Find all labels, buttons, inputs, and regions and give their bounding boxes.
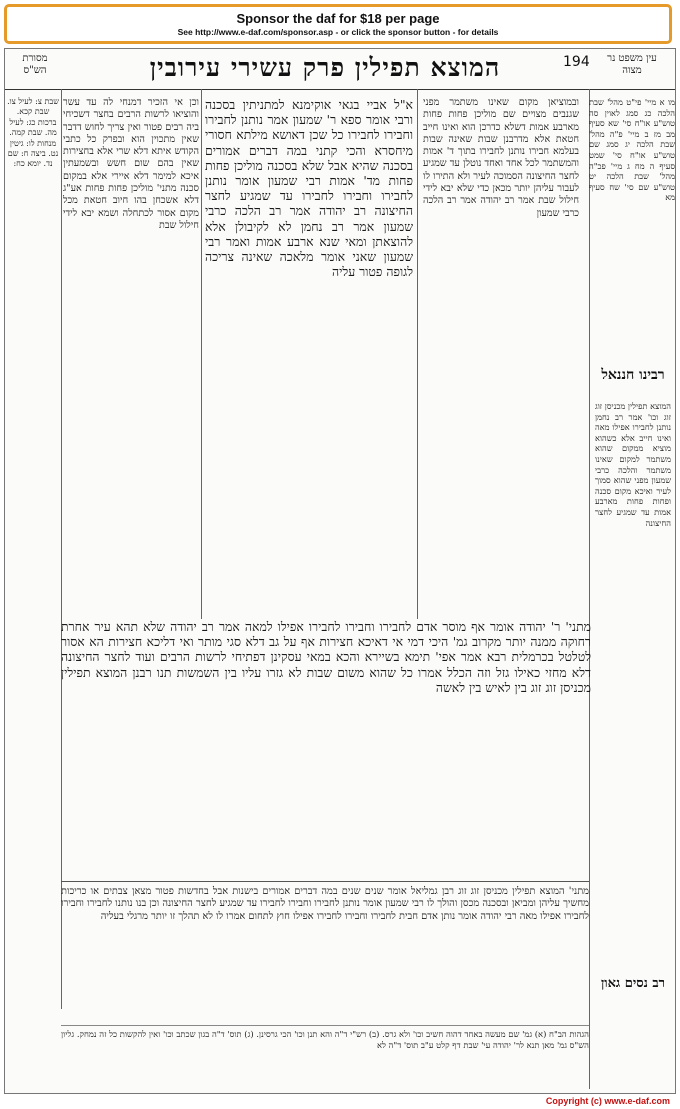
rav-nissim-title: רב נסים גאון — [600, 976, 666, 991]
page-title: המוצא תפילין פרק עשירי עירובין — [149, 53, 501, 82]
page-header — [5, 49, 675, 90]
copyright-link[interactable]: Copyright (c) www.e-daf.com — [545, 1096, 670, 1106]
ein-mishpat-label: עין משפט נר מצוה — [607, 53, 657, 76]
divider — [417, 89, 418, 619]
ein-mishpat-notes: מו א מיי' פי"ט מהל' שבת הלכה כג סמג לאוין סה טוש"ע או"ח סי' שא סעיף מב מז ב מיי' פ"ה מהל' שבת הלכה יג סמג שם טוש"ע או"ח סי' שמט סעיף ה מח ג מיי' פכ"ה מהל' שבת הלכה יט טוש"ע שם סי' שח סעיף מא — [589, 97, 675, 203]
rabbenu-chananel-box — [595, 369, 671, 382]
hagahot-footer: הגהות הב"ח (א) גמ' שם מעשה באחד דהוה חשיב וכו' ולא גרס. (ב) רש"י ד"ה והא תנן וכו' הכי גרסינן. (ג) תוס' ד"ה בגון שכתב וכו' ואין להקשות כל זה נמחק. גליון הש"ס גמ' מאן תנא לר' יהודה עי' שבת דף קלט ע"ב תוס' ד"ה לא — [61, 1025, 589, 1089]
masoret-hashas-notes: שבת צ: לעיל צו. שבת קכא. ברכות כג: לעיל מה. שבת קמה. מנחות לו: גיטין נט. ביצה ח: שם נד. יומא כח: — [7, 97, 59, 169]
gemara-text-upper: א"ל אביי בגאי אוקימנא למתניתין בסכנה ורבי אומר ספא ר' שמעון אמר נותנן לחבירו וחבירו לחבירו כל שכן דאושא מילתא חסורי מיחסרא והכי קתני במה דברים אמורים בסכנה שהיא אבל שלא בסכנה מוליכן פחות פחות מד' אמות רבי שמעון אומר נותנן לחבירו וחבירו לחבירו עד שמגיע לחצר החיצונה רב יהודה אמר רב הלכה כרבי שמעון אמר רב נחמן לא לקיבולן אלא להוצאתן ומאי שנא ארבע אמות ואמר רבי שמעון שאני אומר מלאכה שאינה צריכה לגופה פטור עליה — [205, 97, 413, 280]
divider — [61, 89, 62, 1009]
rabbenu-chananel-title: רבינו חננאל — [601, 367, 665, 383]
sponsor-banner[interactable] — [4, 4, 672, 44]
page-number: 194 — [563, 54, 590, 70]
gemara-text-lower: מתני' ר' יהודה אומר אף מוסר אדם לחבירו וחבירו לחבירו אפילו למאה אמר רב יהודה שלא תהא עיר אחרת רחוקה ממנה יותר מקרוב גמ' היכי דמי אי דאיכא חצירות אף על גב דלא סגי מותר ואי דליכא חצירות הא אסור לטלטל בכרמלית רבא אמר אפי' תימא בשיירא והכא במאי עסקינן דפתיחי לרשות הרבים ועוד לחצר החיצונה דלא מחזי כאילו גזל וזה הכלל אמרו כל שהוא משום שבות לא גזרו עליו בין השמשות תנו רבנן המוצא תפילין מכניסן זוג זוג בין לאיש בין לאשה — [61, 619, 591, 695]
rav-nissim-box — [595, 977, 671, 990]
divider — [201, 89, 202, 619]
talmud-page — [4, 48, 676, 1094]
masoret-hashas-label: מסורת הש"ס — [22, 53, 48, 76]
tosafot-commentary: וכן אי הזכיר דמנחי לה עד עשר והוציאו לרשות הרבים בחצר דשכיחי ביה רבים פטור ואין צריך לחוש דדבר שאין מתכוין הוא ובפרק כל כתבי הקודש איתא דלא שרי אלא בחצירות שאין בהם שום חשש ובשמעתין איכא למימר דלא איירי אלא במקום סכנה מתני' מוליכן פחות פחות אע"ג דלא אשכחן בהו חיוב חטאת מכל מקום אסור לכתחלה ושמא יבא לידי חילול שבת — [63, 97, 199, 231]
sponsor-subtitle: See http://www.e-daf.com/sponsor.asp - or click the sponsor button - for details — [177, 27, 499, 37]
sponsor-title[interactable]: Sponsor the daf for $18 per page — [236, 11, 440, 26]
rabbenu-chananel-text: המוצא תפילין מכניסן זוג זוג וכו' אמר רב נחמן נותנן לחבירו אפילו מאה ואינו חייב אלא כשהוא מוציא ממקום שהוא משתמר למקום שאינו משתמר והלכה כרבי שמעון מפני שהוא סמוך לעיר ואיכא מקום סכנה ופחות פחות מארבע אמות עד שמגיע לחצר החיצונה — [595, 401, 671, 528]
mishnah-footer: מתני' המוצא תפילין מכניסן זוג זוג רבן גמליאל אומר שנים שנים במה דברים אמורים בישנות אבל בחדשות פטור מצאן צבתים או כריכות מחשיך עליהן ומביאן ובסכנה מכסן והולך לו רבי שמעון אומר נותנן לחבירו וחבירו לחבירו עד שמגיע לחצר החיצונה וכן בנו נותנו לחבירו וחבירו לחבירו אפילו מאה רבי יהודה אומר נותן אדם חבית לחבירו וחבירו לחבירו אפילו חוץ לתחום אמרו לו לא תהלך זו יותר מרגלי בעליה — [61, 881, 589, 1021]
rashi-commentary: ובמוציאן מקום שאינו משתמר מפני שגנבים מצויים שם מוליכן פחות פחות מארבע אמות דשלא כדרכן הוא ואינו חייב חטאת אלא מדרבנן שבות שאינה שבות בעלמא חבירו נותנן לחבירו בתוך ד' אמות והמשתמר לכל אחד ואחד נוטלן עד שמגיע לחצר החיצונה הסמוכה לעיר ולא התירו לו לעבור עליהן יותר מכאן כדי שלא יבא לידי חילול שבת אמר רב יהודה אמר רב הלכה כרבי שמעון — [423, 97, 579, 219]
